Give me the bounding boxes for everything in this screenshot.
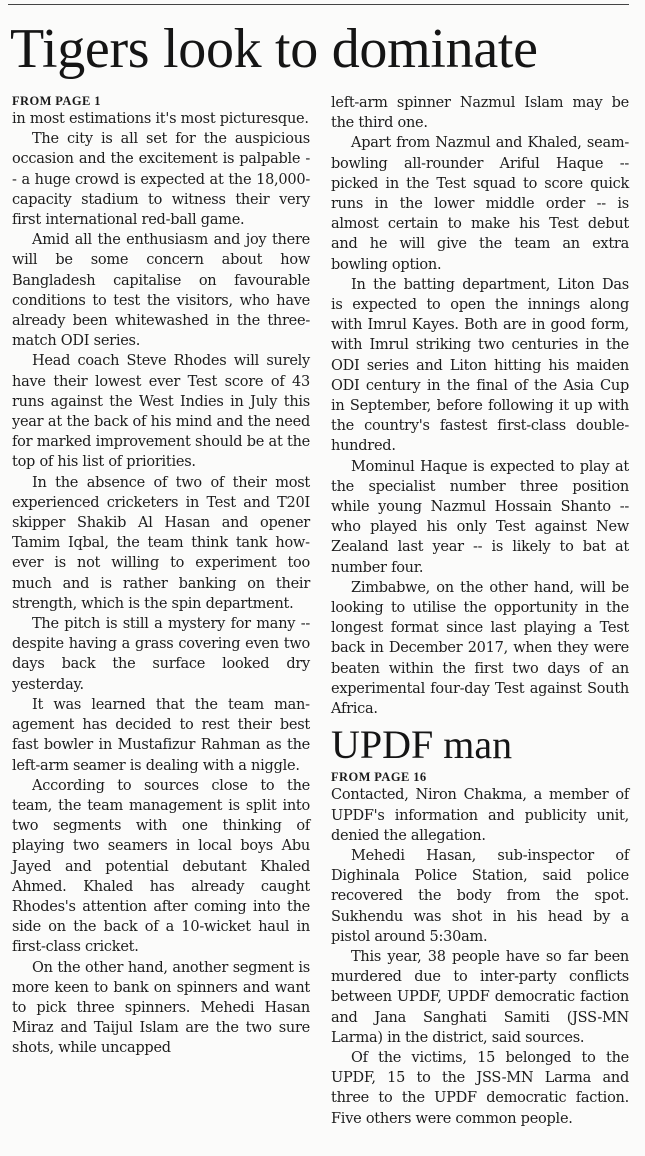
story1-paragraph: in most estimations it's most picturesque. bbox=[12, 111, 309, 127]
story1-paragraph: Mominul Haque is expected to play at the specialist number three position while young Nazmul Hossain Shanto -- who played his only Test against New Zealand last year -- is likely to bat at number four. bbox=[331, 458, 629, 576]
right-column bbox=[331, 93, 629, 1129]
story2-paragraph: Contacted, Niron Chakma, a member of UPDF's information and publicity unit, denied the allegation. bbox=[331, 787, 629, 844]
story1-paragraph: Apart from Nazmul and Khaled, seam-bowling all-rounder Ariful Haque -- picked in the Test squad to score quick runs in the lower middle order -- is almost certain to make his Test debut and he will give the team an extra bowling option. bbox=[331, 135, 629, 273]
story1-paragraph: Amid all the enthusiasm and joy there will be some concern about how Bangladesh capitalise on favourable conditions to test the visitors, who have already been whitewashed in the three-match ODI series. bbox=[12, 232, 310, 350]
headline-tigers: Tigers look to dominate bbox=[10, 18, 538, 80]
story1-paragraph: Zimbabwe, on the other hand, will be looking to utilise the opportunity in the longest format since last playing a Test back in December 2017, when they were beaten within the first two days of an experimental four-day Test against South Africa. bbox=[331, 579, 629, 718]
story1-paragraph: Head coach Steve Rhodes will surely have their lowest ever Test score of 43 runs against the West Indies in July this year at the back of his mind and the need for marked improvement should be at the top of his list of priorities. bbox=[12, 353, 310, 471]
story1-paragraph: According to sources close to the team, the team management is split into two segments with one thinking of playing two seamers in local boys Abu Jayed and potential debutant Khaled Ahmed. Khaled has already caught Rhodes's attention after coming into the side on the back of a 10-wicket haul in first-class cricket. bbox=[12, 777, 310, 956]
top-rule bbox=[8, 4, 629, 5]
story2-paragraph: Mehedi Hasan, sub-inspector of Dighinala Police Station, said police recovered the body from the spot. Sukhendu was shot in his head by a pistol around 5:30am. bbox=[331, 847, 629, 945]
story1-paragraph: On the other hand, another segment is more keen to bank on spinners and want to pick three spinners. Mehedi Hasan Miraz and Taijul Islam are the two sure shots, while uncapped bbox=[12, 959, 310, 1057]
story1-paragraph: It was learned that the team management has decided to rest their best fast bowler in Mustafizur Rahman as the left-arm seamer is dealing with a niggle. bbox=[12, 696, 310, 774]
story1-left-column bbox=[12, 93, 310, 1059]
story1-paragraph: The pitch is still a mystery for many -- despite having a grass covering even two days back the surface looked dry yesterday. bbox=[12, 616, 310, 693]
story1-paragraph: In the absence of two of their most experienced cricketers in Test and T20I skipper Shakib Al Hasan and opener Tamim Iqbal, the team think tank however is not willing to experiment too much and is rather banking on their strength, which is the spin department. bbox=[12, 474, 310, 612]
headline-updf-man: UPDF man bbox=[331, 722, 513, 768]
story1-paragraph: In the batting department, Liton Das is expected to open the innings along with Imrul Kayes. Both are in good form, with Imrul striking two centuries in the ODI series and Liton hitting his maiden ODI century in the final of the Asia Cup in September, before following it up with the country's fastest first-class double-hundred. bbox=[331, 276, 629, 455]
story1-paragraph: left-arm spinner Nazmul Islam may be the third one. bbox=[331, 95, 629, 132]
story1-paragraph: The city is all set for the auspicious occasion and the excitement is palpable -- a huge crowd is expected at the 18,000-capacity stadium to witness their very first international red-ball game. bbox=[12, 131, 310, 229]
story2-paragraph: Of the victims, 15 belonged to the UPDF, 15 to the JSS-MN Larma and three to the UPDF democratic faction. Five others were common people. bbox=[331, 1049, 629, 1127]
kicker-from-page-1: FROM PAGE 1 bbox=[12, 94, 101, 108]
kicker-from-page-16: FROM PAGE 16 bbox=[331, 770, 427, 785]
story2-paragraph: This year, 38 people have so far been murdered due to inter-party conflicts between UPDF, UPDF democratic faction and Jana Sanghati Samiti (JSS-MN Larma) in the district, said sources. bbox=[331, 948, 629, 1046]
